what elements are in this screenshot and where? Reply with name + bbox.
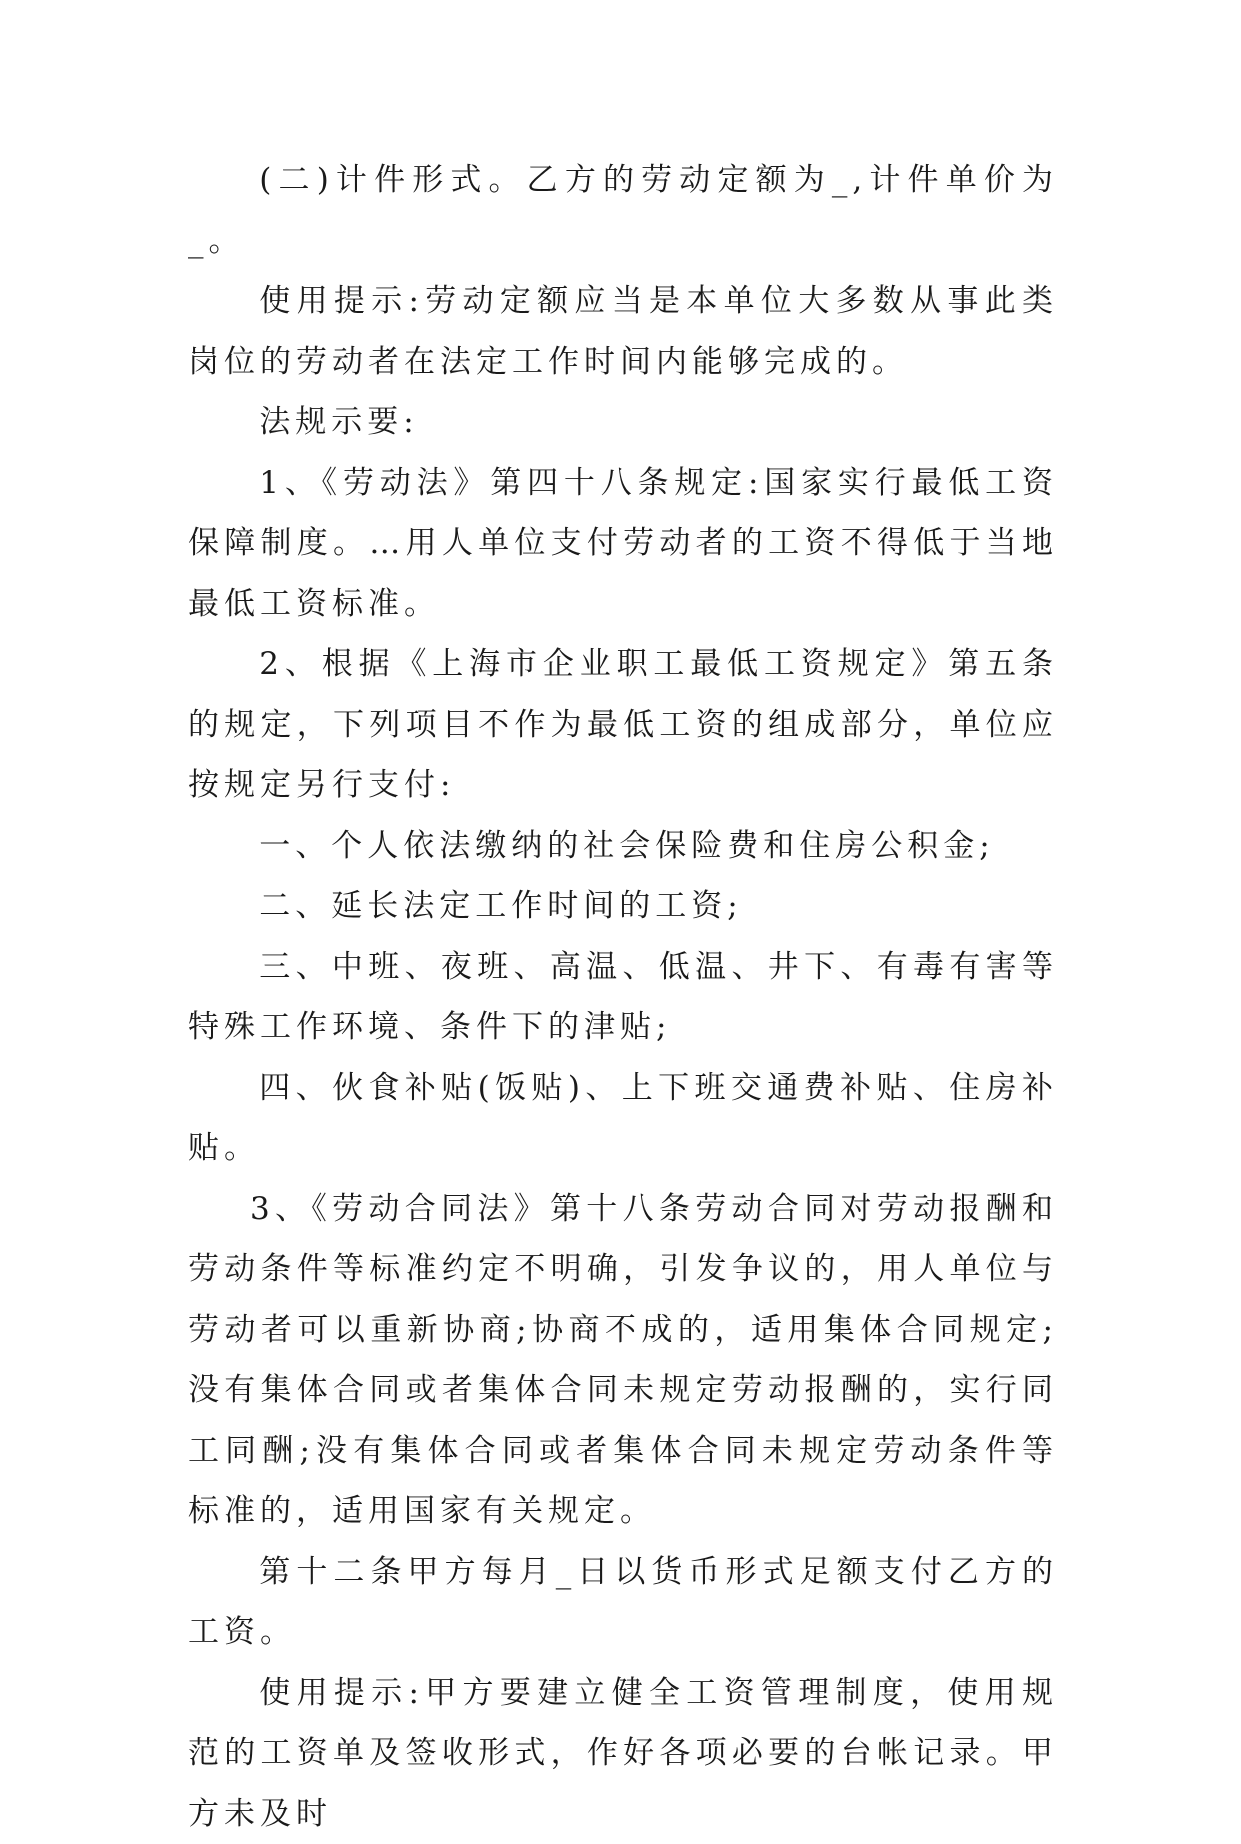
paragraph-piecework: (二)计件形式。乙方的劳动定额为_,计件单价为_。 [188, 150, 1058, 271]
paragraph-item-one: 一、个人依法缴纳的社会保险费和住房公积金; [188, 816, 1058, 877]
paragraph-contract-law-18: 3、《劳动合同法》第十八条劳动合同对劳动报酬和劳动条件等标准约定不明确，引发争议的，用人单位与劳动者可以重新协商;协商不成的，适用集体合同规定;没有集体合同或者集体合同未规定劳动报酬的，实行同工同酬;没有集体合同或者集体合同未规定劳动条件等标准的，适用国家有关规定。 [188, 1179, 1058, 1542]
paragraph-regulation-heading: 法规示要: [188, 392, 1058, 453]
paragraph-usage-tip-payroll: 使用提示:甲方要建立健全工资管理制度，使用规范的工资单及签收形式，作好各项必要的台帐记录。甲方未及时 [188, 1663, 1058, 1844]
paragraph-item-three: 三、中班、夜班、高温、低温、井下、有毒有害等特殊工作环境、条件下的津贴; [188, 937, 1058, 1058]
paragraph-usage-tip-quota: 使用提示:劳动定额应当是本单位大多数从事此类岗位的劳动者在法定工作时间内能够完成的。 [188, 271, 1058, 392]
paragraph-article-12: 第十二条甲方每月_日以货币形式足额支付乙方的工资。 [188, 1542, 1058, 1663]
paragraph-item-two: 二、延长法定工作时间的工资; [188, 876, 1058, 937]
paragraph-shanghai-min-wage: 2、根据《上海市企业职工最低工资规定》第五条的规定，下列项目不作为最低工资的组成部分，单位应按规定另行支付: [188, 634, 1058, 816]
document-body [188, 150, 1058, 1844]
paragraph-labor-law-48: 1、《劳动法》第四十八条规定:国家实行最低工资保障制度。…用人单位支付劳动者的工资不得低于当地最低工资标准。 [188, 453, 1058, 635]
paragraph-item-four: 四、伙食补贴(饭贴)、上下班交通费补贴、住房补贴。 [188, 1058, 1058, 1179]
